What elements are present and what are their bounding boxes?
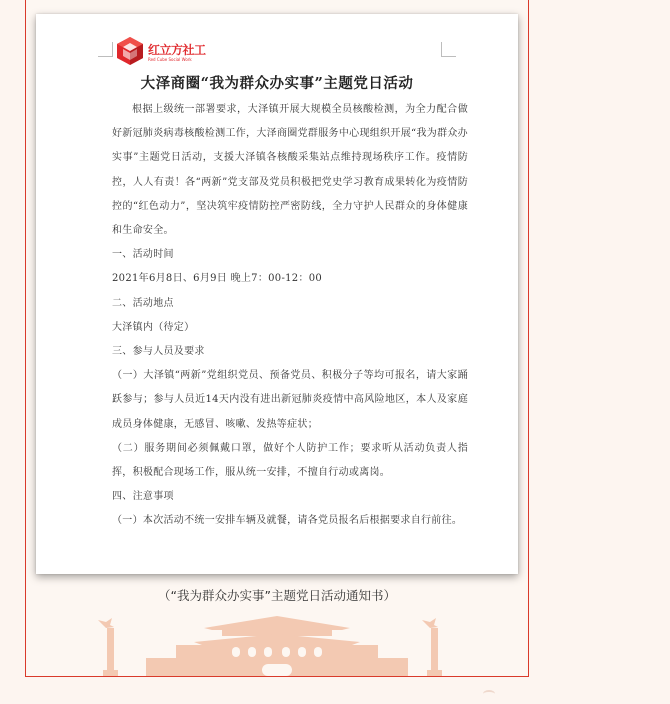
intro-paragraph: 根据上级统一部署要求，大泽镇开展大规模全员核酸检测，为全力配合做好新冠肺炎病毒核酸检测工作，大泽商圈党群服务中心现组织开展“我为群众办实事”主题党日活动，支援大泽镇各核酸采集站点维持现场秩序工作。疫情防控，人人有责！各“两新”党支部及党员积极把党史学习教育成果转化为疫情防控的“红色动力”，坚决筑牢疫情防控严密防线，全力守护人民群众的身体健康和生命安全。: [112, 104, 468, 237]
section-heading-notes: 四、注意事项: [112, 491, 174, 503]
event-time: 2021年6月8日、6月9日 晚上7：00-12：00: [112, 273, 323, 285]
crop-mark-top-right: [441, 42, 456, 57]
event-location: 大泽镇内（待定）: [112, 321, 195, 333]
document-title: 大泽商圈“我为群众办实事”主题党日活动: [140, 75, 414, 92]
logo-name-en: Red Cube Social Work: [148, 57, 192, 62]
document-body: [112, 98, 468, 534]
section-heading-participants: 三、参与人员及要求: [112, 346, 205, 358]
image-caption: （“我为群众办实事”主题党日活动通知书）: [158, 588, 396, 603]
section-heading-time: 一、活动时间: [112, 249, 174, 261]
notice-document: [36, 14, 518, 574]
decorative-swirl: [483, 690, 495, 698]
note-item-1: （一）本次活动不统一安排车辆及就餐，请各党员报名后根据要求自行前往。: [112, 515, 463, 527]
red-cube-logo-icon: [115, 36, 145, 66]
crop-mark-top-left: [98, 42, 113, 57]
tiananmen-illustration: [26, 612, 528, 676]
logo-name-cn: 红立方社工: [148, 43, 206, 57]
requirement-item-2: （二）服务期间必须佩戴口罩，做好个人防护工作；要求听从活动负责人指挥，积极配合现场工作，服从统一安排，不擅自行动或离岗。: [112, 442, 468, 479]
requirement-item-1: （一）大泽镇“两新”党组织党员、预备党员、积极分子等均可报名，请大家踊跃参与；参与人员近14天内没有进出新冠肺炎疫情中高风险地区，本人及家庭成员身体健康，无感冒、咳嗽、发热等症状；: [112, 370, 468, 430]
article-frame: [25, 0, 529, 677]
section-heading-location: 二、活动地点: [112, 297, 174, 309]
